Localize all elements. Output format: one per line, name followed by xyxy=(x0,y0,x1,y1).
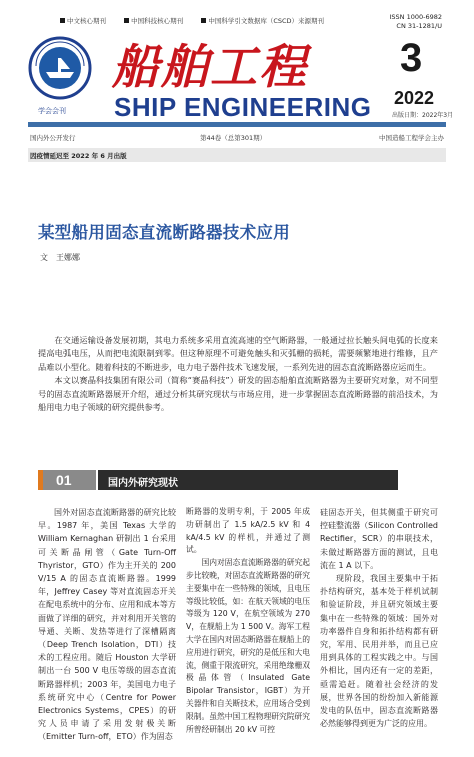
article-abstract xyxy=(38,334,438,414)
body-column-2 xyxy=(186,506,310,736)
abstract-paragraph: 本文以赛晶科技集团有限公司（简称“赛晶科技”）研发的固态船舶直流断路器为主要研究对象，对不同型号的固态直流断路器展开介绍，通过分析其研究现状与市场应用，进一步掌握固态直流断路器的前沿技术，为船用电力电子领域的研究提供参考。 xyxy=(38,375,438,413)
section-accent xyxy=(38,470,43,490)
section-number: 01 xyxy=(56,472,72,488)
index-tag: 中文核心期刊 xyxy=(60,17,106,25)
notice-text: 因疫情延迟至 2022 年 6 月出版 xyxy=(30,152,127,160)
body-column-3 xyxy=(320,506,438,730)
abstract-paragraph: 在交通运输设备发展初期，其电力系统多采用直流高速的空气断路器，一般通过拉长触头间电弧的长度来提高电弧电压，从而把电流限制到零。但这种原理不可避免触头和灭弧栅的损耗，需要频繁地进行维修，且产品难以小型化。随着科技的不断进步，电力电子器件技术飞速发展，一系列先进的固态直流断路器应运而生。 xyxy=(38,335,438,372)
info-bar xyxy=(28,130,446,144)
body-paragraph: 现阶段，我国主要集中于拓扑结构研究，基本处于样机试制和验证阶段，并且研究领域主要集中在一些特殊的领域：国外对功率器件自身和拓扑结构都有研究，军用、民用并举，而且已应用到具体的工程实践之中。与国外相比，国内还有一定的差距，亟需追赶。随着社会经济的发展，世界各国的纷纷加入新能源发电的队伍中，固态直流断路器必然能够得到更为广泛的应用。 xyxy=(320,574,438,729)
info-right: 中国造船工程学会主办 xyxy=(379,134,444,142)
body-paragraph: 断路器的发明专利，于 2005 年成功研制出了 1.5 kA/2.5 kV 和 4 kA/4.5 kV 的样机，并通过了测试。 xyxy=(186,507,310,555)
index-tags xyxy=(60,16,324,25)
article-author: 文 王娜娜 xyxy=(40,253,80,262)
article-title: 某型船用固态直流断路器技术应用 xyxy=(38,223,290,242)
issn: ISSN 1000-6982 xyxy=(389,13,442,21)
issue-number: 3 xyxy=(400,36,423,80)
index-tag: 中国科学引文数据库（CSCD）来源期刊 xyxy=(201,17,324,25)
section-title: 国内外研究现状 xyxy=(108,478,178,489)
body-column-1 xyxy=(38,506,176,744)
journal-title-cn: 船舶工程 xyxy=(112,40,308,95)
section-header xyxy=(38,470,438,490)
body-paragraph: 国内对固态直流断路器的研究起步比较晚，对固态直流断路器的研究主要集中在一些特殊的领域，且电压等级比较低，如：在航天领域的电压等级为 120 V，在航空领域为 270 V，在舰船上为 1 500 V。海军工程大学在国内对固态断路器在舰船上的应用进行研究，研究的是低压和大电流，侧重于限流研究，采用绝缘栅双极晶体管（Insulated Gate Bipolar Transistor，IGBT）为开关器件和自关断技术，应用场合受到限制。虽然中国工程物理研究院研究所曾经研制出 20 kV 可控 xyxy=(186,558,311,734)
info-center: 第44卷（总第301期） xyxy=(200,134,267,142)
issn-block xyxy=(389,13,442,31)
journal-title-en: SHIP ENGINEERING xyxy=(114,92,372,122)
publication-date: 出版日期：2022年3月 xyxy=(392,112,454,119)
issue-year: 2022 xyxy=(394,88,435,108)
society-emblem-icon xyxy=(28,36,92,100)
cn: CN 31-1281/U xyxy=(396,22,442,30)
body-paragraph: 国外对固态直流断路器的研究比较早。1987 年，美国 Texas 大学的 William Kernaghan 研制出 1 台采用可关断晶闸管（Gate Turn-Off Thyristor，GTO）作为主开关的 200 V/15 A 的固态直流断路器。1999 年，Jeffrey Casey 等对直流固态开关在配电系统中的分布、应用和成本等方面做了详细的研究，并对利用开关管的导通、关断、发热等进行了深槽隔离（Deep Trench Isolation，DTI）技术的工程应用。随后 Houston 大学研制出一台 500 V 电压等级的固态直流断路器样机；2003 年，美国电力电子系统研究中心（Centre for Power Electronics Systems，CPES）的研究人员申请了采用发射极关断（Emitter Turn-off，ETO）作为固态 xyxy=(38,508,176,742)
body-paragraph: 硅固态开关，但其侧重于研究可控硅整流器（Silicon Controlled Rectifier，SCR）的串联技术，未做过断路器方面的测试，且电流在 1 A 以下。 xyxy=(320,508,438,570)
header-rule-blue xyxy=(28,122,446,127)
society-logo xyxy=(28,36,92,100)
index-tag: 中国科技核心期刊 xyxy=(124,17,183,25)
info-left: 国内外公开发行 xyxy=(30,134,76,142)
society-label: 学会会刊 xyxy=(38,107,66,115)
